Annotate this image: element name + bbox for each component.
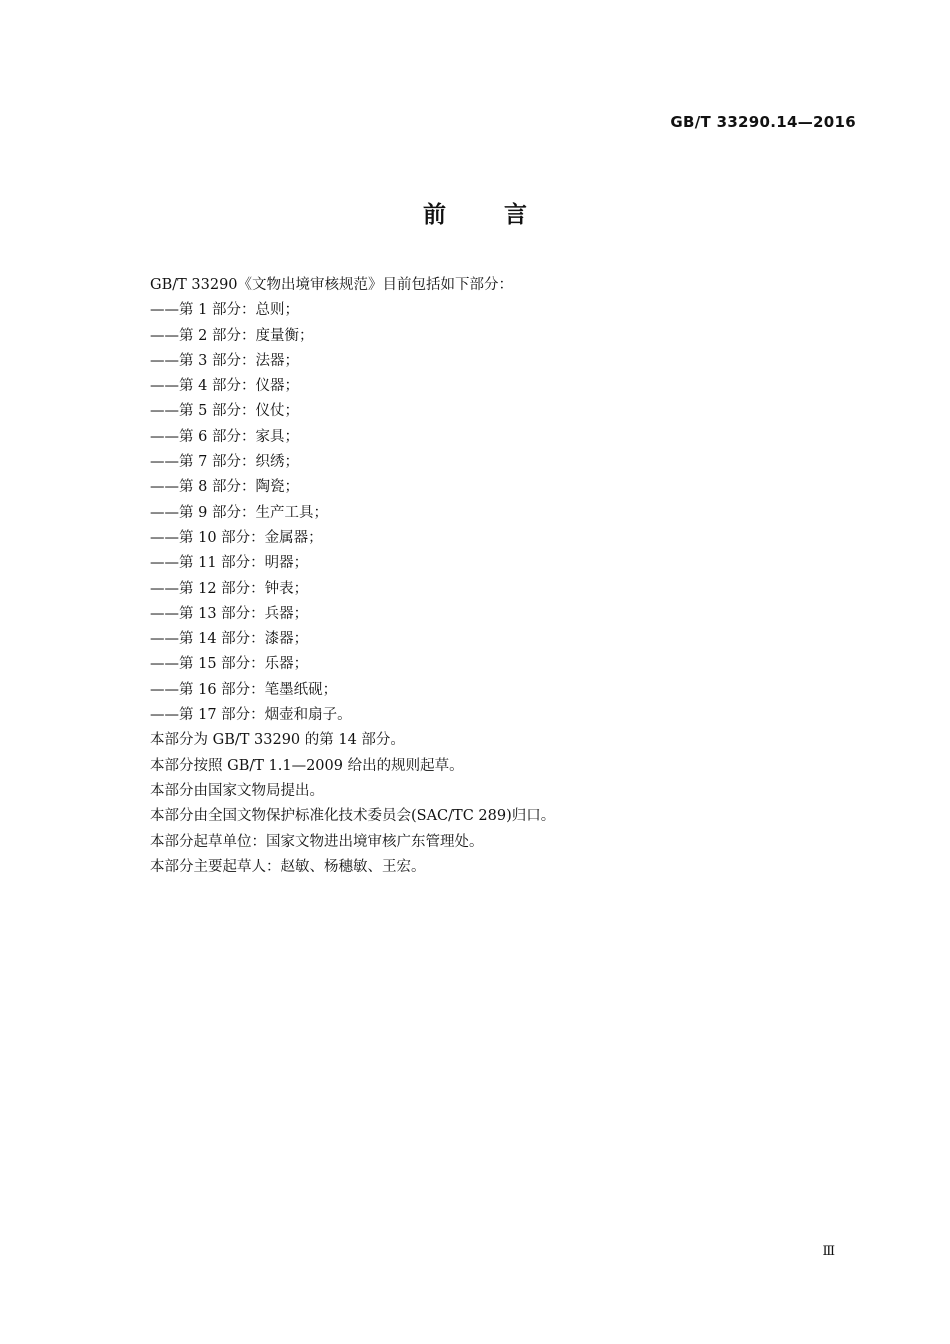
parts-list [150, 298, 850, 728]
list-item: ——第 6 部分：家具； [150, 428, 299, 445]
list-item: ——第 10 部分：金属器； [150, 529, 323, 546]
page-title: 前言 [423, 202, 585, 228]
foreword-body [150, 273, 850, 880]
page-number: Ⅲ [822, 1244, 835, 1259]
statement-drafting-unit: 本部分起草单位：国家文物进出境审核广东管理处。 [150, 833, 484, 850]
list-item: ——第 14 部分：漆器； [150, 631, 309, 648]
intro-paragraph: GB/T 33290《文物出境审核规范》目前包括如下部分： [150, 277, 514, 293]
list-item: ——第 1 部分：总则； [150, 302, 299, 319]
list-item: ——第 9 部分：生产工具； [150, 504, 328, 521]
list-item: ——第 12 部分：钟表； [150, 580, 309, 597]
list-item: ——第 16 部分：笔墨纸砚； [150, 681, 338, 698]
list-item: ——第 3 部分：法器； [150, 352, 299, 369]
statement-part-number: 本部分为 GB/T 33290 的第 14 部分。 [150, 732, 405, 749]
list-item: ——第 13 部分：兵器； [150, 605, 309, 622]
list-item: ——第 8 部分：陶瓷； [150, 479, 299, 496]
statement-proposer: 本部分由国家文物局提出。 [150, 782, 324, 799]
statement-drafters: 本部分主要起草人：赵敏、杨穗敏、王宏。 [150, 858, 426, 875]
list-item: ——第 4 部分：仪器； [150, 378, 299, 395]
standard-code: GB/T 33290.14—2016 [670, 113, 856, 131]
list-item: ——第 15 部分：乐器； [150, 656, 309, 673]
list-item: ——第 17 部分：烟壶和扇子。 [150, 707, 352, 724]
list-item: ——第 11 部分：明器； [150, 555, 309, 572]
statement-committee: 本部分由全国文物保护标准化技术委员会(SAC/TC 289)归口。 [150, 808, 556, 825]
list-item: ——第 5 部分：仪仗； [150, 403, 299, 420]
list-item: ——第 2 部分：度量衡； [150, 327, 314, 344]
list-item: ——第 7 部分：织绣； [150, 454, 299, 471]
statement-drafting-rules: 本部分按照 GB/T 1.1—2009 给出的规则起草。 [150, 757, 464, 774]
